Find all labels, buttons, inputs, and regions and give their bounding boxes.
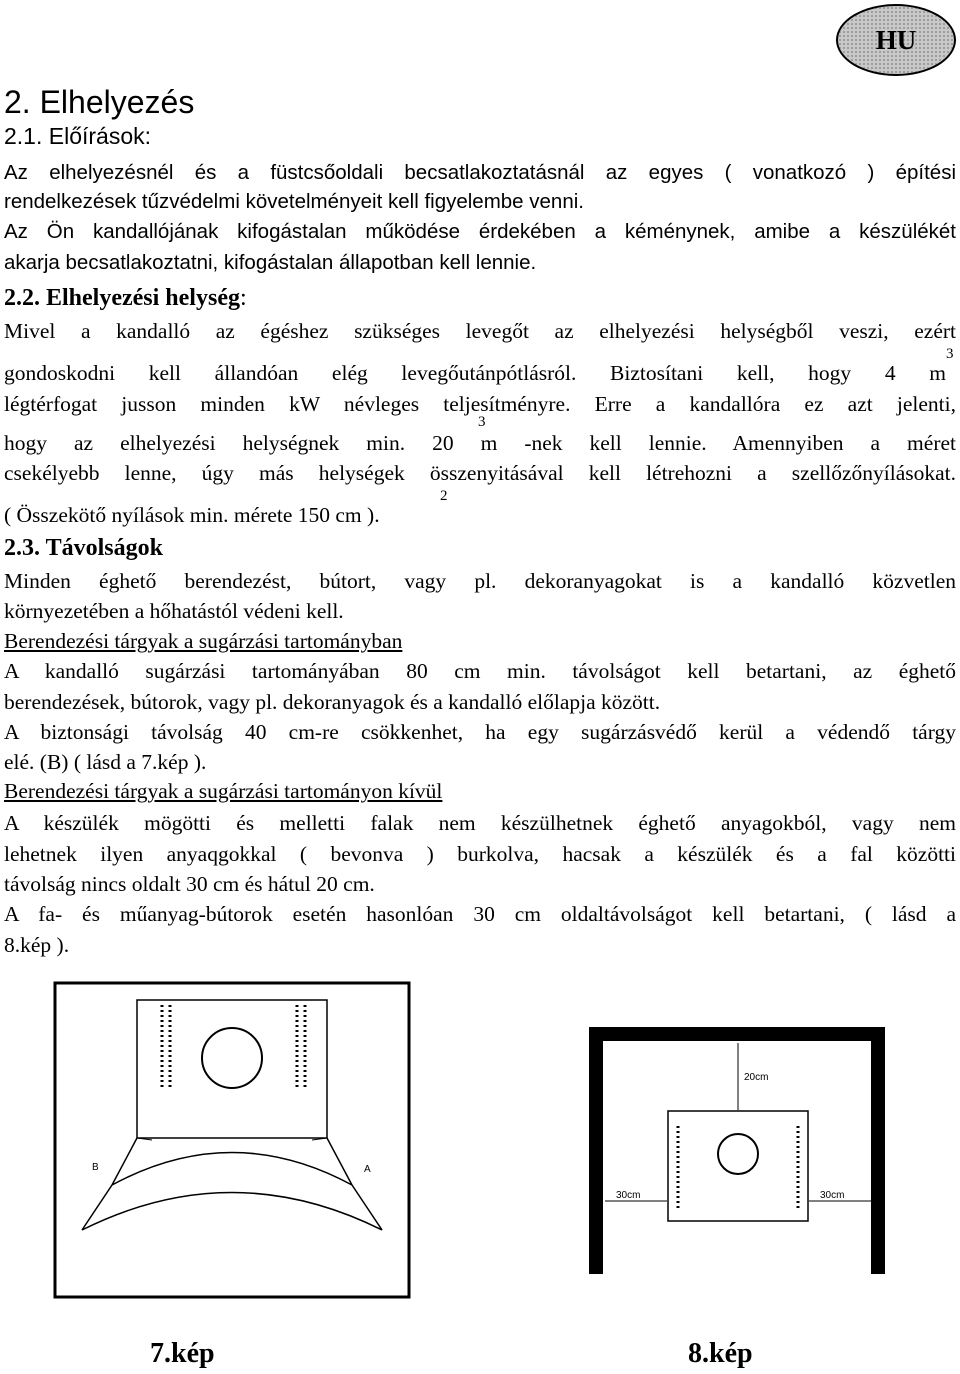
figure-7-label-b: B	[92, 1162, 99, 1173]
figure-7-frame	[55, 983, 409, 1297]
flue-circle	[718, 1134, 758, 1174]
figure-7-diagram	[52, 980, 412, 1300]
superscript-m3: 3	[478, 414, 486, 430]
paragraph-line: A kandalló sugárzási tartományában 80 cm min. távolságot kell betartani, az éghető	[4, 659, 956, 683]
paragraph-line: berendezések, bútorok, vagy pl. dekoranyagok és a kandalló előlapja között.	[4, 690, 661, 714]
paragraph-line: ( Összekötő nyílások min. mérete 150 cm ).	[4, 503, 380, 527]
paragraph-line: csekélyebb lenne, úgy más helységek összenyitásával kell létrehozni a szellőzőnyílásokat.	[4, 461, 956, 485]
paragraph-line: akarja becsatlakoztatni, kifogástalan állapotban kell lennie.	[4, 251, 537, 274]
paragraph-line: lehetnek ilyen anyaqgokkal ( bevonva ) burkolva, hacsak a készülék és a fal közötti	[4, 842, 956, 866]
section-22-title: Elhelyezési helység	[46, 285, 240, 311]
paragraph-line: hogy az elhelyezési helységnek min. 20 m -nek kell lennie. Amennyiben a méret	[4, 431, 956, 455]
paragraph-line: gondoskodni kell állandóan elég levegőutánpótlásról. Biztosítani kell, hogy 4 m	[4, 361, 946, 385]
language-badge: HU	[836, 4, 956, 76]
paragraph-line: A készülék mögötti és melletti falak nem készülhetnek éghető anyagokból, vagy nem	[4, 811, 956, 835]
figure-8-diagram	[588, 1026, 888, 1276]
figure-8-label-back: 20cm	[744, 1072, 769, 1083]
flue-circle	[202, 1028, 262, 1088]
paragraph-line: A biztonsági távolság 40 cm-re csökkenhet, ha egy sugárzásvédő kerül a védendő tárgy	[4, 720, 956, 744]
paragraph-line: Mivel a kandalló az égéshez szükséges levegőt az elhelyezési helységből veszi, ezért	[4, 319, 956, 343]
radiation-zone-outer	[82, 1193, 382, 1231]
page-title: 2. Elhelyezés	[4, 84, 195, 120]
section-22-heading	[4, 282, 247, 314]
figure-8-caption: 8.kép	[688, 1338, 753, 1369]
wall-outline	[596, 1034, 878, 1274]
paragraph-line: légtérfogat jusson minden kW névleges teljesítményre. Erre a kandallóra ez azt jelenti,	[4, 392, 956, 416]
subsection-title: Berendezési tárgyak a sugárzási tartományban	[4, 629, 403, 653]
section-22-colon: :	[239, 285, 247, 311]
paragraph-line: Az elhelyezésnél és a füstcsőoldali becsatlakoztatásnál az egyes ( vonatkozó ) építési	[4, 161, 956, 184]
subsection-title: Berendezési tárgyak a sugárzási tartományon kívül	[4, 779, 443, 803]
paragraph-line: Az Ön kandallójának kifogástalan működése érdekében a kéménynek, amibe a készülékét	[4, 220, 956, 243]
paragraph-line: 8.kép ).	[4, 933, 70, 957]
radiation-zone-inner	[112, 1153, 352, 1186]
stove-outline	[668, 1111, 808, 1221]
section-23-heading: 2.3. Távolságok	[4, 535, 163, 561]
figure-8-label-right: 30cm	[820, 1190, 845, 1201]
paragraph-line: elé. (B) ( lásd a 7.kép ).	[4, 750, 207, 774]
paragraph-line: A fa- és műanyag-bútorok esetén hasonlóan 30 cm oldaltávolságot kell betartani, ( lásd a	[4, 902, 956, 926]
figure-8-label-left: 30cm	[616, 1190, 641, 1201]
superscript-m3: 3	[946, 346, 954, 362]
section-22-number: 2.2.	[4, 285, 40, 311]
paragraph-line: Minden éghető berendezést, bútort, vagy pl. dekoranyagokat is a kandalló közvetlen	[4, 569, 956, 593]
figure-7-caption: 7.kép	[150, 1338, 215, 1369]
paragraph-line: távolság nincs oldalt 30 cm és hátul 20 cm.	[4, 872, 375, 896]
superscript-cm2: 2	[440, 488, 448, 504]
paragraph-line: környezetében a hőhatástól védeni kell.	[4, 599, 344, 623]
paragraph-line: rendelkezések tűzvédelmi követelményeit kell figyelembe venni.	[4, 190, 584, 213]
section-21-heading: 2.1. Előírások:	[4, 123, 152, 149]
figure-7-label-a: A	[364, 1164, 371, 1175]
